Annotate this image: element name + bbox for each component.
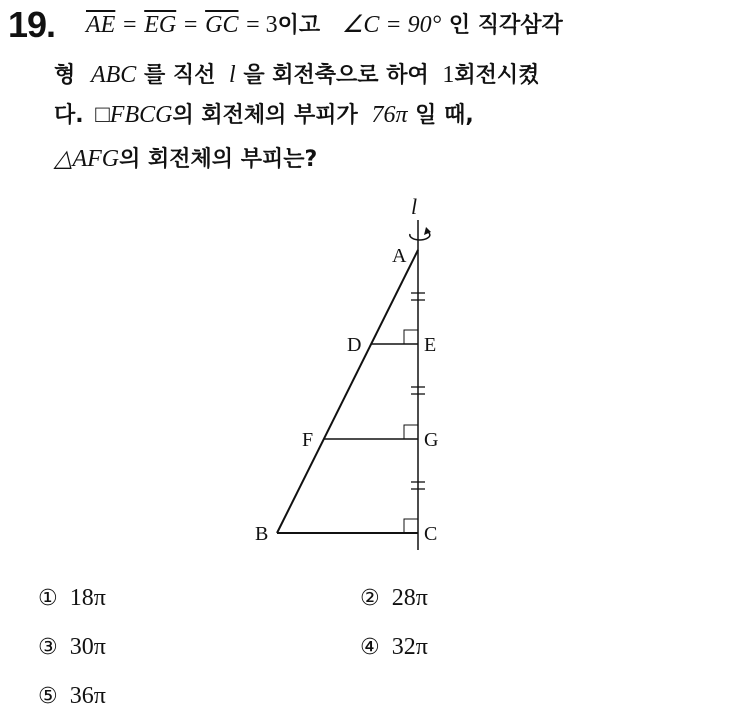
choice-1[interactable] (38, 585, 106, 612)
question-text: 의 회전체의 부피는? (119, 147, 318, 172)
question-text: 회전시켰 (454, 63, 540, 88)
point-label-d: D (347, 334, 362, 356)
segment-eg: $\overline{EG}$ (144, 12, 177, 38)
question-text: 이고 (277, 13, 321, 38)
choice-number: ② (360, 586, 380, 611)
question-line-3 (54, 98, 474, 129)
equals-sign: = (123, 12, 137, 38)
point-label-c: C (424, 523, 438, 545)
question-text: 을 회전축으로 하여 (243, 63, 429, 88)
choice-4[interactable] (360, 634, 428, 661)
equals-value: = 3 (246, 12, 278, 38)
axis-label-l: l (411, 194, 418, 219)
point-label-g: G (424, 429, 439, 451)
choice-number: ④ (360, 635, 380, 660)
question-text: 인 직각삼각 (448, 13, 563, 38)
choice-number: ③ (38, 635, 58, 660)
right-angle-mark-g (404, 425, 418, 439)
question-line-2 (54, 58, 539, 89)
right-angle-mark-e (404, 330, 418, 344)
choice-value: 36π (69, 683, 106, 709)
math-afg: △AFG (54, 146, 120, 172)
question-text: 일 때, (415, 103, 474, 128)
question-line-1 (86, 8, 563, 39)
choice-value: 28π (391, 585, 428, 611)
question-line-4 (54, 142, 317, 173)
choice-5[interactable] (38, 683, 106, 710)
point-label-b: B (255, 523, 269, 545)
question-text: 를 직선 (143, 63, 216, 88)
rotation-figure (240, 190, 460, 560)
right-angle-mark-c (404, 519, 418, 533)
choice-value: 30π (69, 634, 106, 660)
point-label-f: F (302, 429, 314, 451)
math-abc: ABC (90, 62, 137, 88)
segment-ae: $\overline{AE}$ (86, 12, 116, 38)
choice-3[interactable] (38, 634, 106, 661)
math-l: l (229, 62, 236, 88)
choice-2[interactable] (360, 585, 428, 612)
math-one: 1 (442, 62, 455, 88)
question-text: 의 회전체의 부피가 (172, 103, 358, 128)
question-text: 다. (54, 103, 84, 128)
equals-sign: = (183, 12, 198, 38)
choice-number: ① (38, 586, 58, 611)
angle-condition: ∠C = 90° (341, 12, 442, 38)
choice-number: ⑤ (38, 684, 58, 709)
hypotenuse-ab (277, 250, 418, 533)
choice-value: 32π (391, 634, 428, 660)
question-number: 19. (8, 4, 56, 45)
choice-value: 18π (69, 585, 106, 611)
math-fbcg: □FBCG (95, 102, 173, 128)
question-text: 형 (54, 63, 76, 88)
segment-gc: $\overline{GC}$ (205, 12, 239, 38)
point-label-e: E (424, 334, 437, 356)
math-76pi: 76π (371, 102, 408, 128)
point-label-a: A (392, 245, 407, 267)
